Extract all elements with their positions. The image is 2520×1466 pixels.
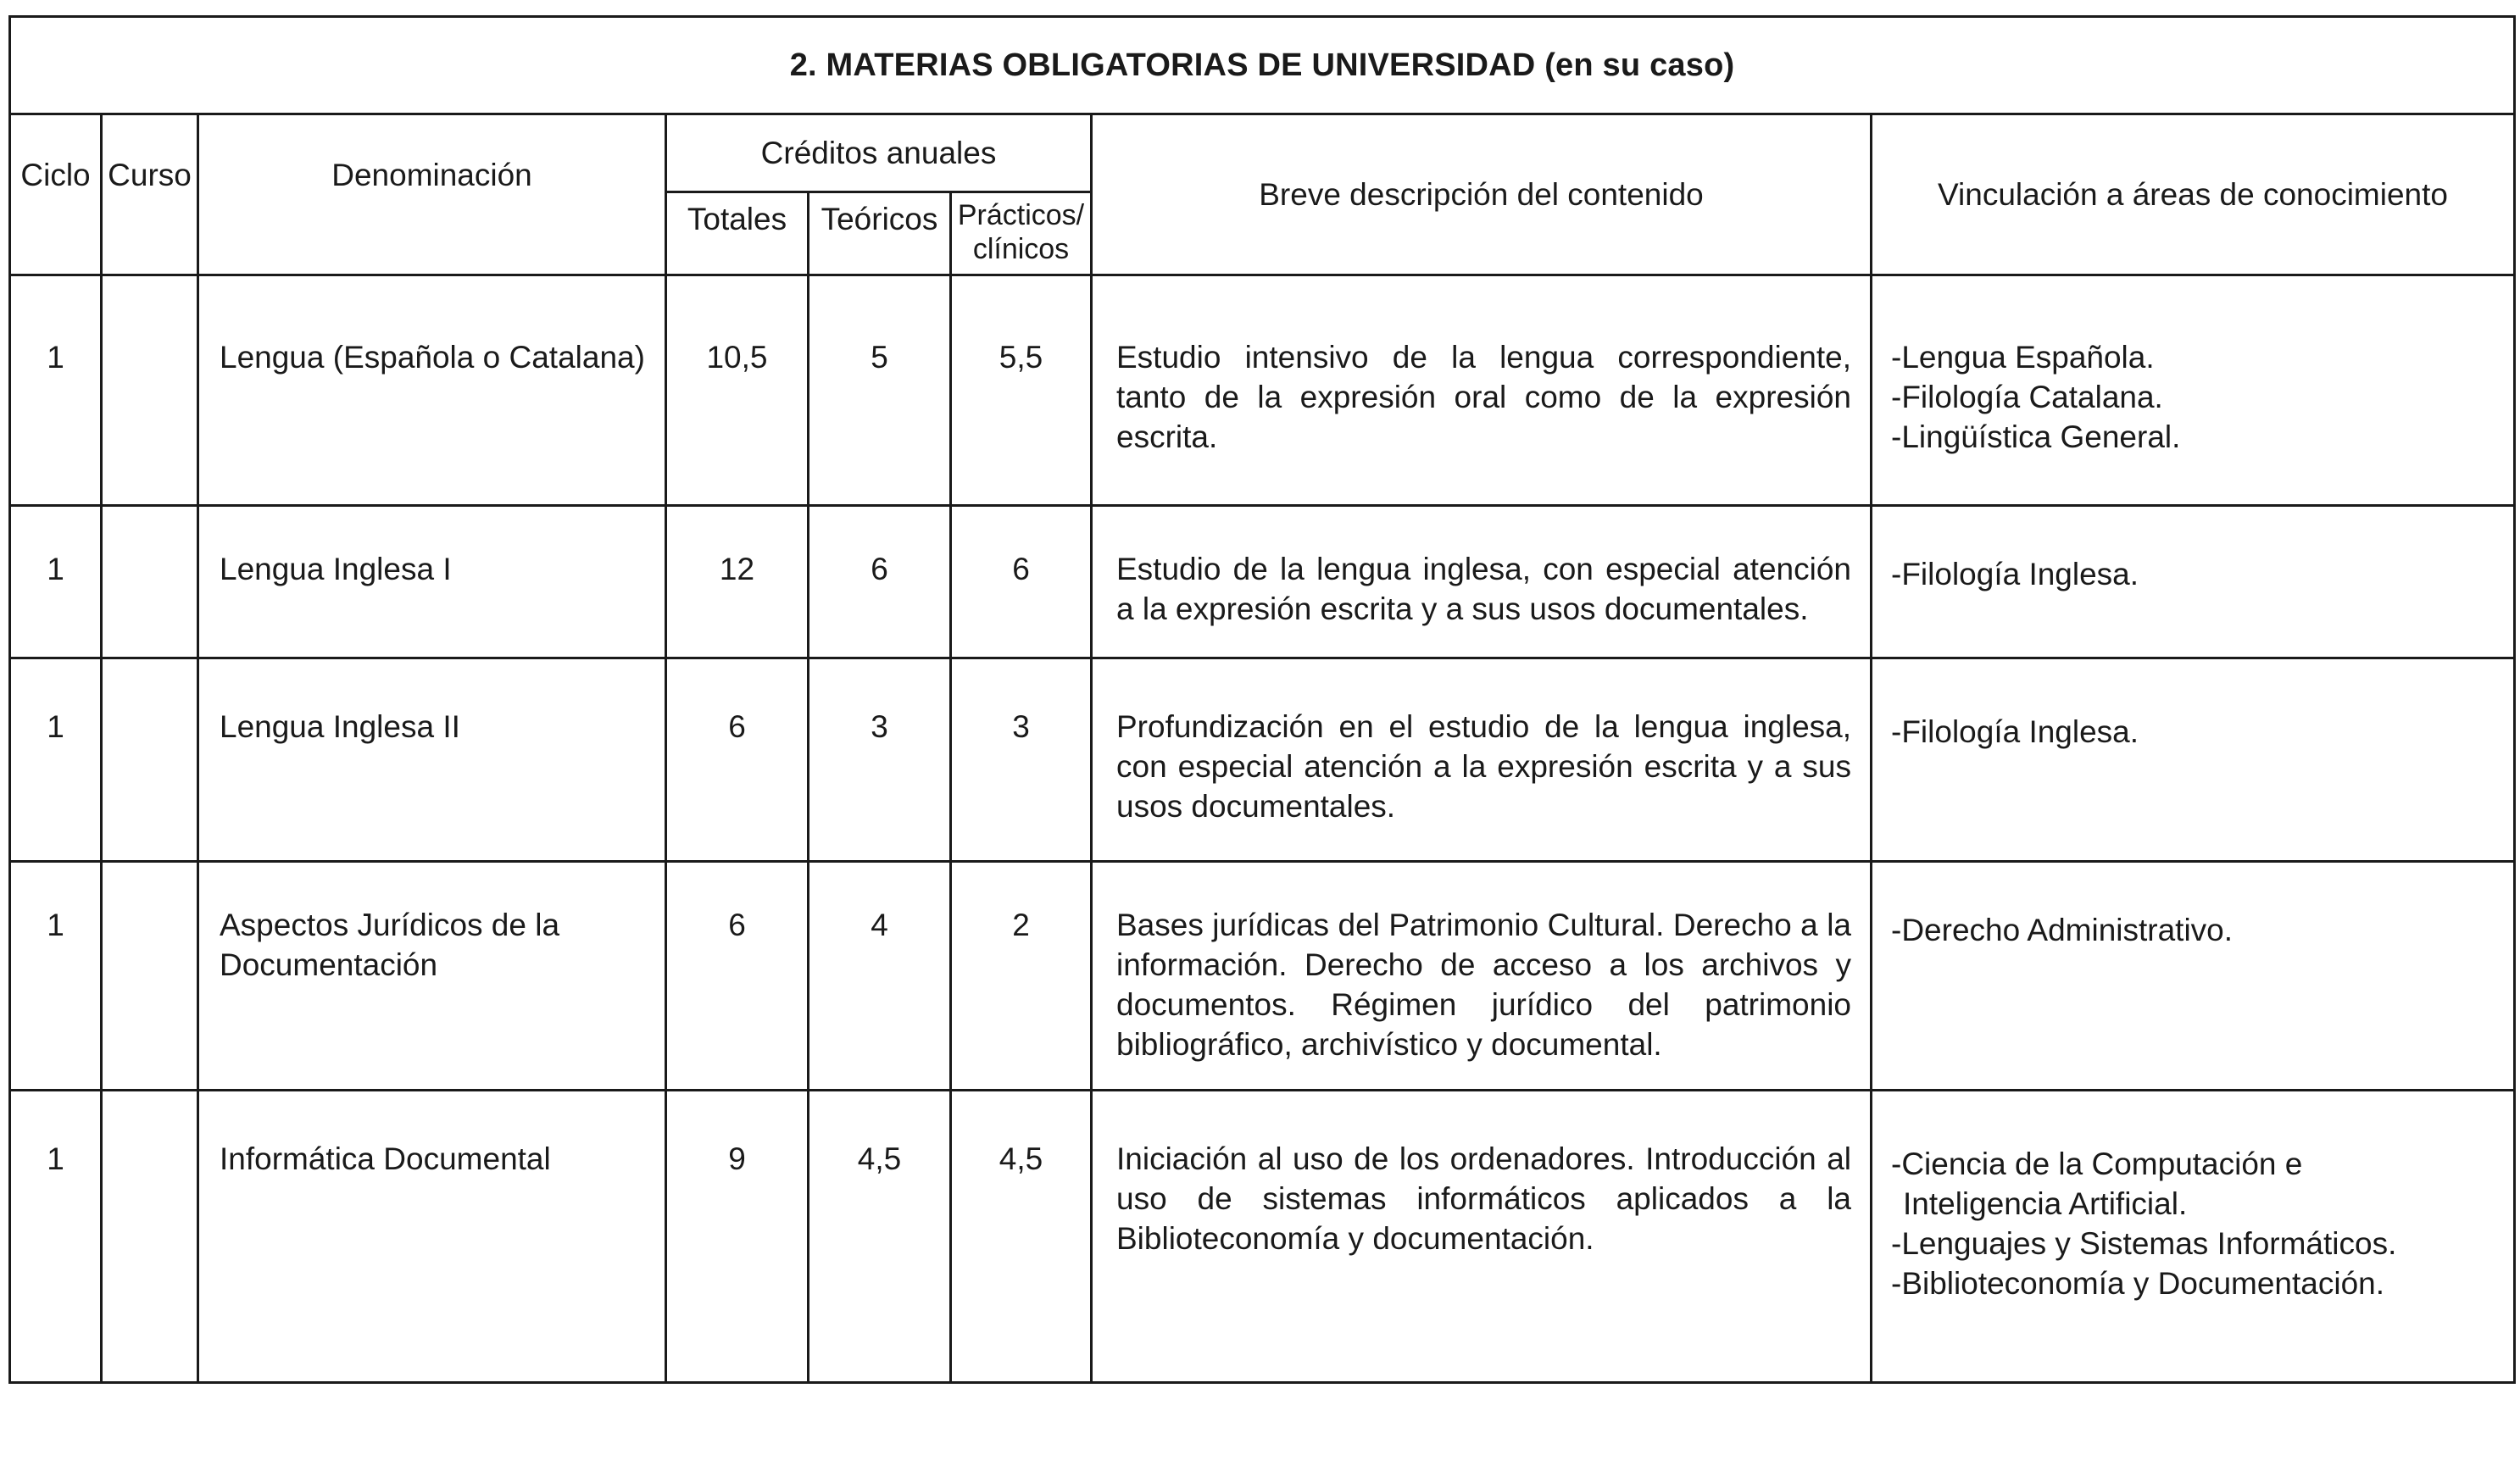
cell-descripcion: Estudio de la lengua inglesa, con especial atención a la expresión escrita y a sus usos documentales. — [1092, 506, 1872, 658]
table-row — [10, 658, 2515, 862]
areas-list — [1891, 554, 2513, 594]
cell-areas — [1872, 506, 2515, 658]
cell-ciclo: 1 — [10, 506, 102, 658]
cell-practicos: 2 — [951, 862, 1092, 1091]
cell-ciclo: 1 — [10, 275, 102, 506]
header-descripcion: Breve descripción del contenido — [1092, 114, 1872, 275]
table-row — [10, 862, 2515, 1091]
header-totales: Totales — [666, 192, 809, 275]
area-item: -Filología Inglesa. — [1891, 557, 2139, 591]
header-vinculacion: Vinculación a áreas de conocimiento — [1872, 114, 2515, 275]
cell-ciclo: 1 — [10, 658, 102, 862]
areas-list — [1891, 910, 2513, 950]
cell-practicos: 5,5 — [951, 275, 1092, 506]
cell-teoricos: 4 — [809, 862, 951, 1091]
cell-totales: 9 — [666, 1091, 809, 1383]
cell-teoricos: 5 — [809, 275, 951, 506]
subjects-table — [8, 15, 2516, 1384]
cell-denominacion: Informática Documental — [198, 1091, 666, 1383]
table-title: 2. MATERIAS OBLIGATORIAS DE UNIVERSIDAD (en su caso) — [10, 17, 2515, 114]
cell-teoricos: 3 — [809, 658, 951, 862]
cell-practicos: 6 — [951, 506, 1092, 658]
cell-curso — [102, 1091, 198, 1383]
document-page — [8, 15, 2513, 1384]
area-item: Inteligencia Artificial. — [1903, 1186, 2188, 1221]
cell-descripcion: Iniciación al uso de los ordenadores. Introducción al uso de sistemas informáticos aplicados a la Biblioteconomía y documentación. — [1092, 1091, 1872, 1383]
table-row — [10, 1091, 2515, 1383]
cell-areas — [1872, 658, 2515, 862]
area-item: -Ciencia de la Computación e — [1891, 1147, 2303, 1181]
cell-totales: 6 — [666, 862, 809, 1091]
header-creditos-anuales: Créditos anuales — [666, 114, 1092, 192]
header-denominacion: Denominación — [198, 114, 666, 275]
cell-descripcion: Estudio intensivo de la lengua correspondiente, tanto de la expresión oral como de la expresión escrita. — [1092, 275, 1872, 506]
table-row — [10, 275, 2515, 506]
cell-teoricos: 6 — [809, 506, 951, 658]
table-row — [10, 506, 2515, 658]
header-teoricos: Teóricos — [809, 192, 951, 275]
cell-denominacion: Lengua Inglesa II — [198, 658, 666, 862]
area-item: -Lingüística General. — [1891, 419, 2181, 454]
area-item: -Filología Inglesa. — [1891, 714, 2139, 749]
cell-denominacion: Aspectos Jurídicos de la Documentación — [198, 862, 666, 1091]
cell-practicos: 4,5 — [951, 1091, 1092, 1383]
header-row-1 — [10, 114, 2515, 192]
cell-denominacion: Lengua (Española o Catalana) — [198, 275, 666, 506]
title-row — [10, 17, 2515, 114]
cell-totales: 6 — [666, 658, 809, 862]
cell-curso — [102, 506, 198, 658]
areas-list — [1891, 1144, 2513, 1303]
areas-list — [1891, 337, 2513, 457]
cell-curso — [102, 658, 198, 862]
area-item: -Biblioteconomía y Documentación. — [1891, 1266, 2385, 1301]
cell-curso — [102, 862, 198, 1091]
cell-totales: 10,5 — [666, 275, 809, 506]
cell-denominacion: Lengua Inglesa I — [198, 506, 666, 658]
area-item: -Filología Catalana. — [1891, 380, 2163, 414]
cell-areas — [1872, 1091, 2515, 1383]
area-item: -Lenguajes y Sistemas Informáticos. — [1891, 1226, 2397, 1261]
cell-ciclo: 1 — [10, 1091, 102, 1383]
area-item: -Lengua Española. — [1891, 340, 2155, 375]
cell-curso — [102, 275, 198, 506]
cell-teoricos: 4,5 — [809, 1091, 951, 1383]
header-practicos: Prácticos/ clínicos — [951, 192, 1092, 275]
areas-list — [1891, 712, 2513, 752]
area-item: -Derecho Administrativo. — [1891, 913, 2234, 947]
cell-areas — [1872, 862, 2515, 1091]
cell-descripcion: Profundización en el estudio de la lengua inglesa, con especial atención a la expresión escrita y a sus usos documentales. — [1092, 658, 1872, 862]
cell-ciclo: 1 — [10, 862, 102, 1091]
cell-totales: 12 — [666, 506, 809, 658]
header-curso: Curso — [102, 114, 198, 275]
header-ciclo: Ciclo — [10, 114, 102, 275]
cell-descripcion: Bases jurídicas del Patrimonio Cultural. Derecho a la información. Derecho de acceso a los archivos y documentos. Régimen jurídico del patrimonio bibliográfico, archivístico y documental. — [1092, 862, 1872, 1091]
cell-areas — [1872, 275, 2515, 506]
cell-practicos: 3 — [951, 658, 1092, 862]
